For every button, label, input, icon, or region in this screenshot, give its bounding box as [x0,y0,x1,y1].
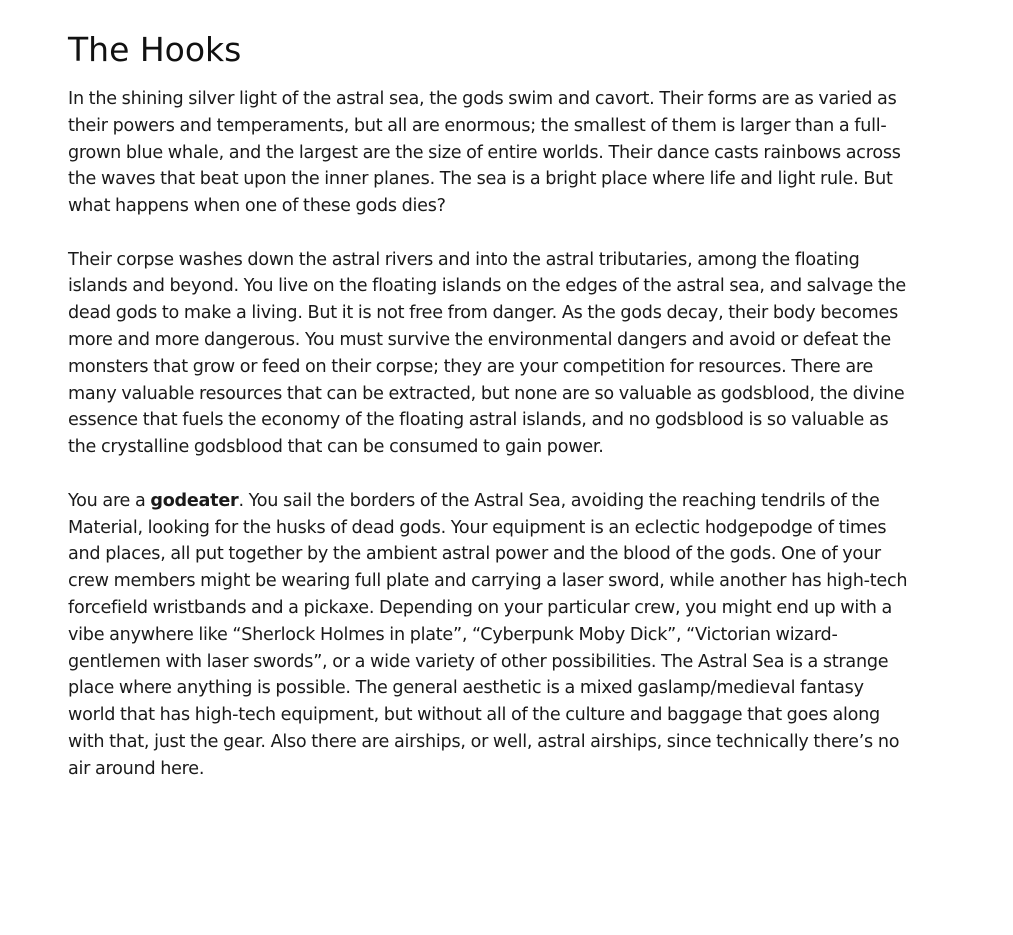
document-page [68,28,910,809]
paragraph-corpse: Their corpse washes down the astral rivers and into the astral tributaries, among the floating islands and beyond. You live on the floating islands on the edges of the astral sea, and salvage the dead gods to make a living. But it is not free from danger. As the gods decay, their body becomes more and more dangerous. You must survive the environmental dangers and avoid or defeat the monsters that grow or feed on their corpse; they are your competition for resources. There are many valuable resources that can be extracted, but none are so valuable as godsblood, the divine essence that fuels the economy of the floating astral islands, and no godsblood is so valuable as the crystalline godsblood that can be consumed to gain power. [68,249,906,458]
godeater-term: godeater [150,490,239,511]
page-title: The Hooks [68,30,242,69]
paragraph-godeater-lead: You are a [68,490,151,511]
paragraph-intro: In the shining silver light of the astral sea, the gods swim and cavort. Their forms are as varied as their powers and temperaments, but all are enormous; the smallest of them is larger than a full-grown blue whale, and the largest are the size of entire worlds. Their dance casts rainbows across the waves that beat upon the inner planes. The sea is a bright place where life and light rule. But what happens when one of these gods dies? [68,89,901,217]
paragraph-godeater [68,488,910,783]
paragraph-godeater-rest: . You sail the borders of the Astral Sea, avoiding the reaching tendrils of the Material, looking for the husks of dead gods. Your equipment is an eclectic hodgepodge of times and places, all put together by the ambient astral power and the blood of the gods. One of your crew members might be wearing full plate and carrying a laser sword, while another has high-tech forcefield wristbands and a pickaxe. Depending on your particular crew, you might end up with a vibe anywhere like “Sherlock Holmes in plate”, “Cyberpunk Moby Dick”, “Victorian wizard-gentlemen with laser swords”, or a wide variety of other possibilities. The Astral Sea is a strange place where anything is possible. The general aesthetic is a mixed gaslamp/medieval fantasy world that has high-tech equipment, but without all of the culture and baggage that goes along with that, just the gear. Also there are airships, or well, astral airships, since technically there’s no air around here. [68,490,908,779]
